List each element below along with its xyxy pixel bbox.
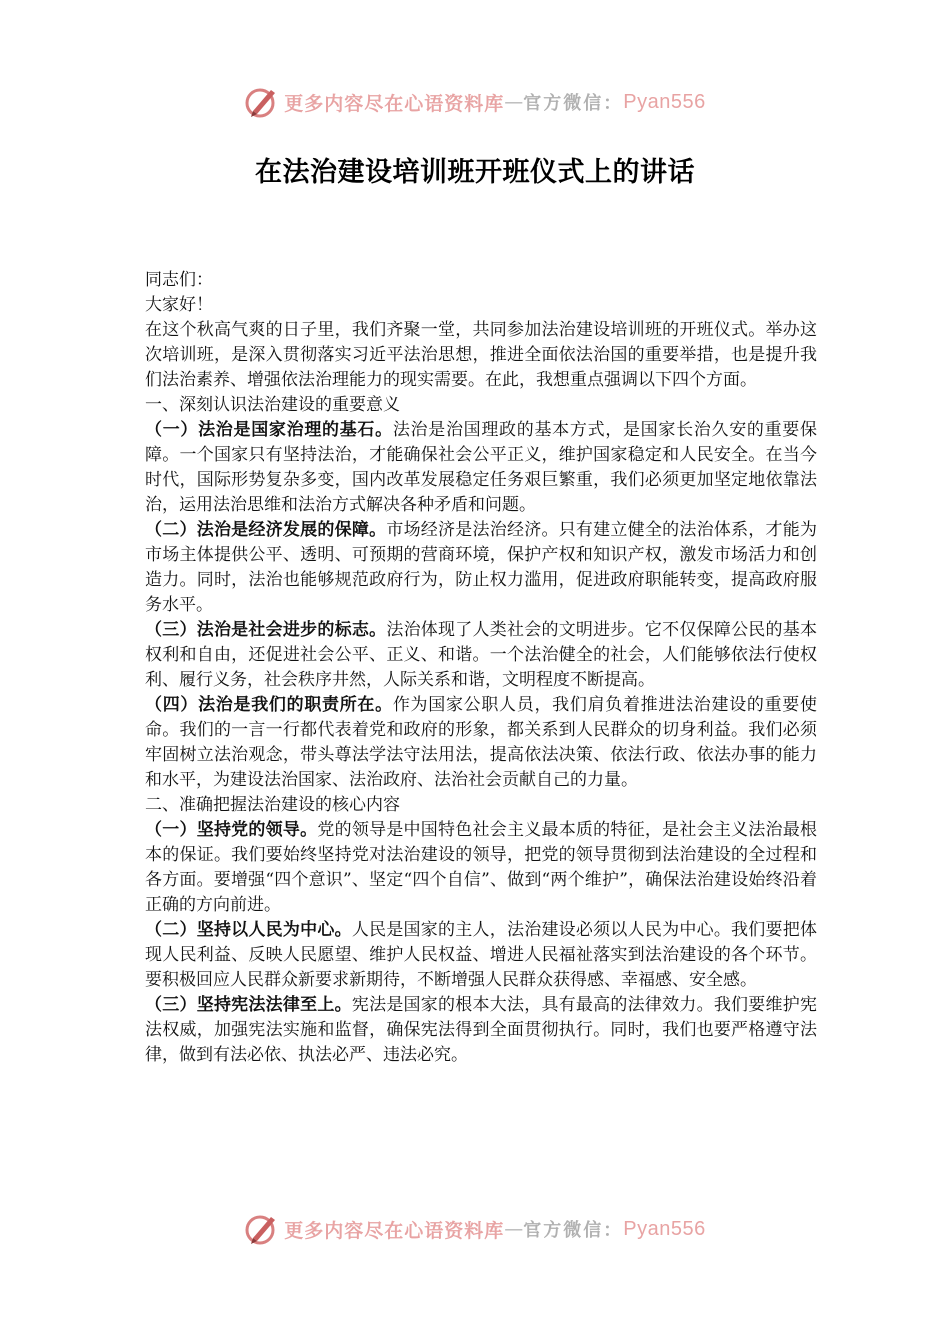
wechat-id: Pyan556 (623, 1217, 706, 1240)
paragraph-lead: （三）法治是社会进步的标志。 (145, 620, 387, 640)
paragraph-text: 人民是国家的主人，法治建设必须以人民为中心。我们要把体现人民利益、反映人民愿望、维护人民权益、增进人民福祉落实到法治建设的各个环节。要积极回应人民群众新要求新期待，不断增强人民群众获得感、幸福感、安全感。 (145, 920, 818, 990)
paragraph (145, 618, 817, 693)
greeting-comrades: 同志们： (145, 270, 213, 290)
pen-logo-icon (244, 1211, 280, 1247)
paragraph (145, 418, 817, 518)
footer-banner (0, 1209, 950, 1249)
paragraph-text: 作为国家公职人员，我们肩负着推进法治建设的重要使命。我们的一言一行都代表着党和政府的形象，都关系到人民群众的切身利益。我们必须牢固树立法治观念，带头尊法学法守法用法，提高依法决策、依法行政、依法办事的能力和水平，为建设法治国家、法治政府、法治社会贡献自己的力量。 (145, 695, 818, 790)
paragraph-text: 宪法是国家的根本大法，具有最高的法律效力。我们要维护宪法权威，加强宪法实施和监督，确保宪法得到全面贯彻执行。同时，我们也要严格遵守法律，做到有法必依、执法必严、违法必究。 (145, 995, 818, 1065)
paragraph-lead: （三）坚持宪法法律至上。 (145, 995, 352, 1015)
paragraph-lead: （二）法治是经济发展的保障。 (145, 520, 387, 540)
section-heading-1: 一、深刻认识法治建设的重要意义 (145, 395, 400, 415)
paragraph-text: 法治体现了人类社会的文明进步。它不仅保障公民的基本权利和自由，还促进社会公平、正义、和谐。一个法治健全的社会，人们能够依法行使权利、履行义务，社会秩序井然，人际关系和谐，文明程度不断提高。 (145, 620, 818, 690)
document-body (145, 268, 817, 1068)
wechat-label: 官方微信： (523, 1220, 624, 1241)
pen-logo-icon (244, 84, 280, 120)
paragraph (145, 518, 817, 618)
wechat-label: 官方微信： (523, 93, 624, 114)
paragraph (145, 818, 817, 918)
wechat-id: Pyan556 (623, 90, 706, 113)
paragraph-lead: （一）坚持党的领导。 (145, 820, 318, 840)
paragraph-text: 法治是治国理政的基本方式，是国家长治久安的重要保障。一个国家只有坚持法治，才能确保社会公平正义，维护国家稳定和人民安全。在当今时代，国际形势复杂多变，国内改革发展稳定任务艰巨繁重，我们必须更加坚定地依靠法治，运用法治思维和法治方式解决各种矛盾和问题。 (145, 420, 818, 515)
greeting-hello: 大家好！ (145, 295, 213, 315)
document-title: 在法治建设培训班开班仪式上的讲话 (255, 157, 695, 188)
paragraph (145, 693, 817, 793)
paragraph-lead: （二）坚持以人民为中心。 (145, 920, 352, 940)
paragraph-text: 市场经济是法治经济。只有建立健全的法治体系，才能为市场主体提供公平、透明、可预期的营商环境，保护产权和知识产权，激发市场活力和创造力。同时，法治也能够规范政府行为，防止权力滥用，促进政府职能转变，提高政府服务水平。 (145, 520, 818, 615)
banner-dash: — (504, 91, 524, 113)
brand-text: 更多内容尽在心语资料库 (284, 1219, 505, 1242)
banner-dash: — (504, 1218, 524, 1240)
header-banner (0, 82, 950, 122)
paragraph (145, 918, 817, 993)
paragraph-text: 党的领导是中国特色社会主义最本质的特征，是社会主义法治最根本的保证。我们要始终坚持党对法治建设的领导，把党的领导贯彻到法治建设的全过程和各方面。要增强“四个意识”、坚定“四个自信”、做到“两个维护”，确保法治建设始终沿着正确的方向前进。 (145, 820, 818, 915)
paragraph-lead: （一）法治是国家治理的基石。 (145, 420, 393, 440)
intro-paragraph: 在这个秋高气爽的日子里，我们齐聚一堂，共同参加法治建设培训班的开班仪式。举办这次培训班，是深入贯彻落实习近平法治思想，推进全面依法治国的重要举措，也是提升我们法治素养、增强依法治理能力的现实需要。在此，我想重点强调以下四个方面。 (145, 320, 817, 390)
paragraph-lead: （四）法治是我们的职责所在。 (145, 695, 393, 715)
paragraph (145, 993, 817, 1068)
brand-text: 更多内容尽在心语资料库 (284, 92, 505, 115)
section-heading-2: 二、准确把握法治建设的核心内容 (145, 795, 400, 815)
